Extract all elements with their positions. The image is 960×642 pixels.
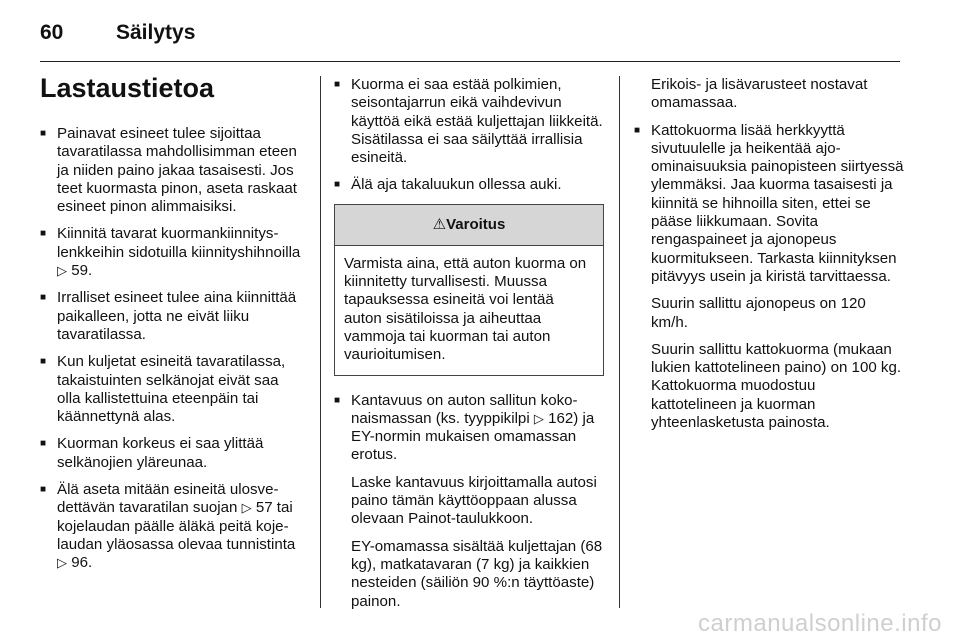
column-divider bbox=[619, 76, 620, 608]
header-rule bbox=[40, 61, 900, 62]
list-item-text: ja EY-normin mukaisen omamassan erotus. bbox=[351, 409, 595, 464]
column-2 bbox=[334, 76, 604, 620]
list-item: ■ Kuorma ei saa estää polkimien, seisontajarrun eikä vaihdevivun käyttöä eikä estää kuljettajan liikkeitä. Sisätilassa ei saa säilyttää irrallisia esineitä. bbox=[334, 76, 604, 167]
list-item: ■ Irralliset esineet tulee aina kiinnittää paikalleen, jotta ne eivät liiku tavaratilassa. bbox=[40, 289, 306, 344]
watermark: carmanualsonline.info bbox=[698, 610, 942, 637]
list-item: ■ Kattokuorma lisää herkkyyttä sivutuulelle ja heikentää ajo-ominaisuuksia painopisteen siirtyessä ylemmäksi. Jaa kuorma tasaisesti ja kiinnitä se hihnoilla siten, ettei se pääse liikkumaan. Sovita rengaspaineet ja ajonopeus kuormitukseen. Tarkasta kiinnityksen pitävyys usein ja kiristä tarvittaessa. bbox=[634, 122, 904, 287]
page-ref-icon: ▷ bbox=[57, 555, 67, 571]
column-1 bbox=[40, 71, 306, 582]
list-item bbox=[40, 481, 306, 572]
list-item-text: Kantavuus on auton sallitun kokonaismassan (ks. tyyppikilpi bbox=[351, 391, 578, 427]
page-ref-icon: ▷ bbox=[57, 263, 67, 279]
column-3 bbox=[634, 76, 904, 441]
page-ref-link[interactable]: 162) bbox=[548, 409, 579, 427]
list-item: ■ Älä aja takaluukun ollessa auki. bbox=[334, 176, 604, 194]
warning-title: Varoitus bbox=[446, 215, 506, 233]
page-ref-icon: ▷ bbox=[241, 500, 252, 516]
list-item-text: tai kojelaudan päälle äläkä peitä kojelaudan yläosassa olevaa tunnistinta bbox=[57, 499, 296, 553]
paragraph: Erikois- ja lisävarusteet nostavat omamassaa. bbox=[651, 76, 868, 112]
page-ref-link[interactable]: 59. bbox=[71, 262, 93, 280]
list-item bbox=[334, 392, 604, 465]
page-ref-link[interactable]: 57 bbox=[255, 499, 273, 517]
warning-box bbox=[334, 204, 604, 376]
main-heading: Lastaustietoa bbox=[40, 73, 215, 103]
warning-text: Varmista aina, että auton kuorma on kiinnitetty turvallisesti. Muussa tapauksessa esineitä voi lentää auton sisätiloissa ja aiheuttaa vammoja tai kuorman tai auton vaurioitumisen. bbox=[344, 254, 587, 364]
paragraph: Suurin sallittu ajonopeus on 120 km/h. bbox=[651, 295, 866, 331]
page-ref-icon: ▷ bbox=[533, 410, 544, 426]
list-item-text: Älä aseta mitään esineitä ulosvedettävän tavaratilan suojan bbox=[57, 481, 279, 517]
paragraph: EY-omamassa sisältää kuljettajan (68 kg), matkatavaran (7 kg) ja kaikkien nesteiden (säiliön 90 %:n täyttöaste) painon. bbox=[351, 537, 603, 610]
list-item-text: Kiinnitä tavarat kuormankiinnityslenkkeihin sidotuilla kiinnityshihnoilla bbox=[57, 225, 301, 261]
column-divider bbox=[320, 76, 321, 608]
warning-icon: ⚠ bbox=[432, 215, 447, 233]
paragraph: Laske kantavuus kirjoittamalla autosi paino tämän käyttöoppaan alussa olevaan Painot-taulukkoon. bbox=[351, 473, 597, 528]
page-ref-link[interactable]: 96. bbox=[71, 554, 93, 572]
page-number: 60 bbox=[40, 21, 64, 44]
list-item: ■ Kuorman korkeus ei saa ylittää selkänojien yläreunaa. bbox=[40, 435, 306, 472]
list-item: ■ Kun kuljetat esineitä tavaratilassa, takaistuinten selkänojat eivät saa olla kallistettuina eteenpäin tai käännettynä alas. bbox=[40, 353, 306, 426]
paragraph: Suurin sallittu kattokuorma (mukaan lukien kattotelineen paino) on 100 kg. Kattokuorma muodostuu kattotelineen ja kuorman yhteenlasketusta painosta. bbox=[651, 340, 902, 432]
page-header bbox=[40, 16, 195, 50]
warning-header bbox=[335, 205, 603, 246]
list-item: ■ Painavat esineet tulee sijoittaa tavaratilassa mahdollisimman eteen ja niiden paino jakaa tasaisesti. Jos teet kuormasta pinon, aseta raskaat esineet pinon alimmaisiksi. bbox=[40, 125, 306, 216]
list-item bbox=[40, 225, 306, 280]
section-title: Säilytys bbox=[116, 21, 196, 44]
